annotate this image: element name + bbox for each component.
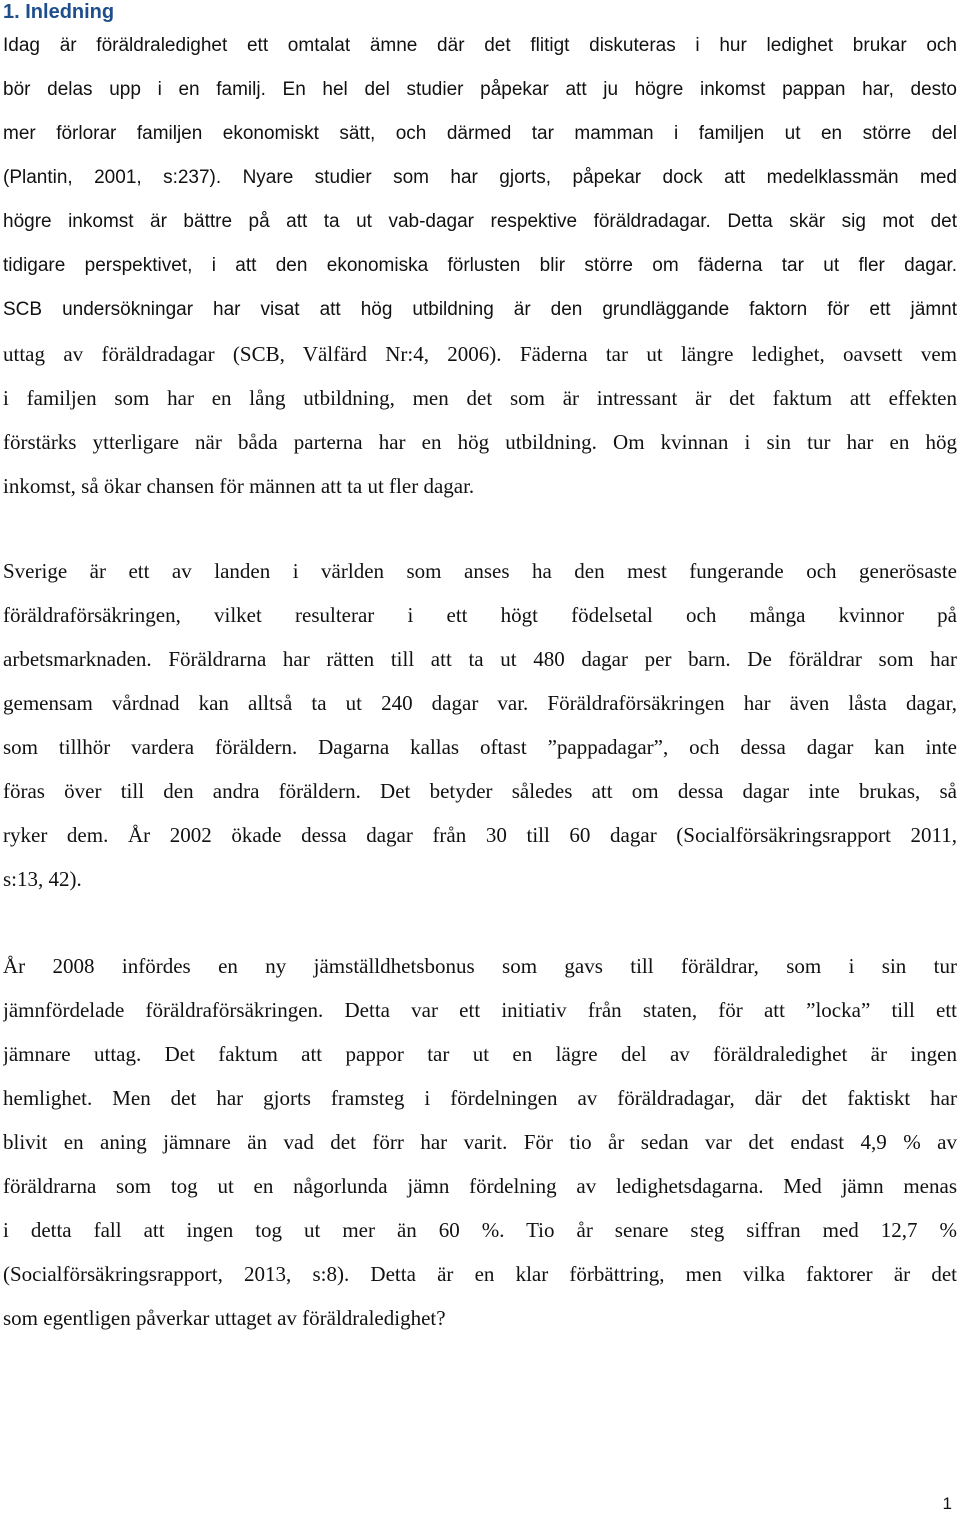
paragraph-line: inkomst, så ökar chansen för männen att ta ut fler dagar. [3, 474, 475, 498]
paragraph-line: föräldraförsäkringen, vilket resulterar i ett högt födelsetal och många kvinnor på [3, 603, 957, 627]
paragraph-line: jämnare uttag. Det faktum att pappor tar ut en lägre del av föräldraledighet är ingen [3, 1042, 957, 1066]
paragraph-line: föras över till den andra föräldern. Det betyder således att om dessa dagar inte brukas, så [3, 779, 957, 803]
paragraph-line: som egentligen påverkar uttaget av föräldraledighet? [3, 1306, 446, 1330]
page-number: 1 [942, 1494, 952, 1513]
paragraph-line: arbetsmarknaden. Föräldrarna har rätten till att ta ut 480 dagar per barn. De föräldrar som har [3, 647, 957, 671]
paragraph-2 [3, 549, 957, 901]
section-heading: 1. Inledning [3, 1, 115, 23]
paragraph-line: blivit en aning jämnare än vad det förr har varit. För tio år sedan var det endast 4,9 % av [3, 1130, 957, 1154]
paragraph-line: s:13, 42). [3, 867, 82, 891]
paragraph-line: högre inkomst är bättre på att ta ut vab-dagar respektive föräldradagar. Detta skär sig mot det [3, 211, 957, 232]
paragraph-line: hemlighet. Men det har gjorts framsteg i fördelningen av föräldradagar, där det faktiskt har [3, 1086, 957, 1110]
paragraph-line: som tillhör vardera föräldern. Dagarna kallas oftast ”pappadagar”, och dessa dagar kan inte [3, 735, 957, 759]
paragraph-line: Idag är föräldraledighet ett omtalat ämne där det flitigt diskuteras i hur ledighet brukar och [3, 35, 957, 56]
paragraph-line: SCB undersökningar har visat att hög utbildning är den grundläggande faktorn för ett jämnt [3, 299, 957, 320]
paragraph-line: (Socialförsäkringsrapport, 2013, s:8). Detta är en klar förbättring, men vilka faktorer är det [3, 1262, 957, 1286]
paragraph-line: ryker dem. År 2002 ökade dessa dagar från 30 till 60 dagar (Socialförsäkringsrapport 2011, [3, 823, 957, 847]
paragraph-line: Sverige är ett av landen i världen som anses ha den mest fungerande och generösaste [3, 559, 957, 583]
paragraph-line: i familjen som har en lång utbildning, men det som är intressant är det faktum att effekten [3, 386, 957, 410]
paragraph-line: i detta fall att ingen tog ut mer än 60 %. Tio år senare steg siffran med 12,7 % [3, 1218, 957, 1242]
paragraph-line: jämnfördelade föräldraförsäkringen. Detta var ett initiativ från staten, för att ”locka” till ett [3, 998, 957, 1022]
paragraph-line: bör delas upp i en familj. En hel del studier påpekar att ju högre inkomst pappan har, desto [3, 79, 957, 100]
paragraph-line: föräldrarna som tog ut en någorlunda jämn fördelning av ledighetsdagarna. Med jämn menas [3, 1174, 957, 1198]
paragraph-1 [3, 24, 957, 508]
paragraph-line: förstärks ytterligare när båda parterna har en hög utbildning. Om kvinnan i sin tur har en hög [3, 430, 957, 454]
paragraph-line: mer förlorar familjen ekonomiskt sätt, och därmed tar mamman i familjen ut en större del [3, 123, 957, 144]
paragraph-line: År 2008 infördes en ny jämställdhetsbonus som gavs till föräldrar, som i sin tur [3, 954, 957, 978]
paragraph-line: uttag av föräldradagar (SCB, Välfärd Nr:4, 2006). Fäderna tar ut längre ledighet, oavsett vem [3, 342, 957, 366]
paragraph-line: tidigare perspektivet, i att den ekonomiska förlusten blir större om fäderna tar ut fler dagar. [3, 255, 957, 276]
paragraph-3 [3, 944, 957, 1340]
paragraph-line: (Plantin, 2001, s:237). Nyare studier som har gjorts, påpekar dock att medelklassmän med [3, 167, 957, 188]
paragraph-line: gemensam vårdnad kan alltså ta ut 240 dagar var. Föräldraförsäkringen har även låsta dagar, [3, 691, 957, 715]
